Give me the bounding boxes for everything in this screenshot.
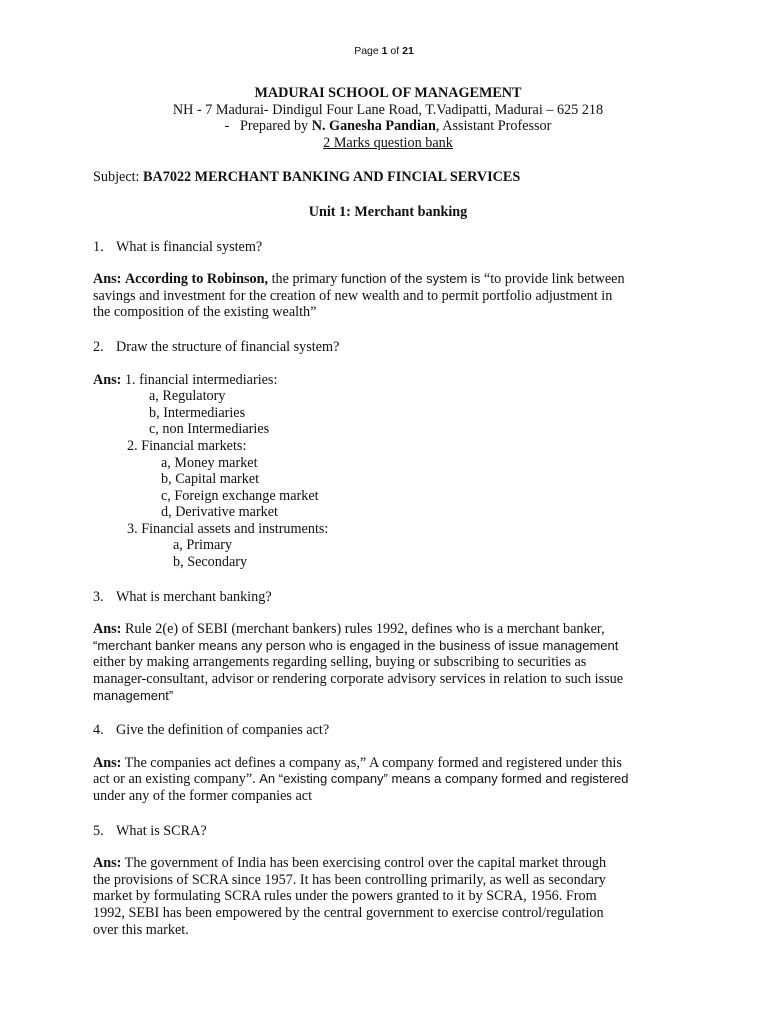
question-4: 4. Give the definition of companies act? xyxy=(93,722,330,739)
question-bank-title: 2 Marks question bank xyxy=(323,134,453,151)
list-item: b, Intermediaries xyxy=(149,404,246,421)
answer-1: Ans: According to Robinson, the primary function of the system is “to provide link between savings and investment for the creation of new wealth and to permit portfolio adjustment in the composition of the existing wealth” xyxy=(93,271,625,321)
list-item: 2. Financial markets: xyxy=(127,437,247,454)
list-item: c, non Intermediaries xyxy=(149,421,270,438)
list-item: d, Derivative market xyxy=(161,504,278,521)
list-item: a, Regulatory xyxy=(149,388,226,405)
subject-line: Subject: BA7022 MERCHANT BANKING AND FINCIAL SERVICES xyxy=(93,169,521,186)
prepared-by: - Prepared by N. Ganesha Pandian, Assistant Professor xyxy=(224,118,552,135)
document-body xyxy=(93,85,683,938)
list-item: b, Capital market xyxy=(161,471,260,488)
unit-heading: Unit 1: Merchant banking xyxy=(308,203,468,220)
list-item: 3. Financial assets and instruments: xyxy=(127,520,329,537)
question-5: 5. What is SCRA? xyxy=(93,822,207,839)
list-item: b, Secondary xyxy=(173,554,248,571)
question-3: 3. What is merchant banking? xyxy=(93,588,272,605)
list-item: a, Primary xyxy=(173,537,233,554)
school-address: NH - 7 Madurai- Dindigul Four Lane Road, T.Vadipatti, Madurai – 625 218 xyxy=(172,101,604,118)
page-number: Page 1 of 21 xyxy=(354,45,414,57)
answer-2: Ans: 1. financial intermediaries: a, Regulatory b, Intermediaries c, non Intermediaries 2. Financial markets: a, Money market b, Capital market c, Foreign exchange market d, Derivative market 3. Financial assets and instruments: a, Primary b, Secondary xyxy=(93,372,683,571)
question-2: 2. Draw the structure of financial system? xyxy=(93,338,340,355)
answer-4: Ans: The companies act defines a company as,” A company formed and registered under this act or an existing company”. An “existing company” means a company formed and registered under any of the former companies act xyxy=(93,754,629,804)
question-1: 1. What is financial system? xyxy=(93,238,263,255)
answer-5: Ans: The government of India has been exercising control over the capital market through the provisions of SCRA since 1957. It has been controlling primarily, as well as secondary market by formulating SCRA rules under the powers granted to it by SCRA, 1956. From 1992, SEBI has been empowered by the central government to exercise control/regulation over this market. xyxy=(93,855,607,938)
list-item: a, Money market xyxy=(161,454,258,471)
school-name: MADURAI SCHOOL OF MANAGEMENT xyxy=(254,85,522,101)
list-item: c, Foreign exchange market xyxy=(161,487,319,504)
answer-3: Ans: Rule 2(e) of SEBI (merchant bankers) rules 1992, defines who is a merchant banker, “merchant banker means any person who is engaged in the business of issue management either by making arrangements regarding selling, buying or subscribing to securities as manager-consultant, advisor or rendering corporate advisory services in relation to such issue management” xyxy=(93,621,624,703)
